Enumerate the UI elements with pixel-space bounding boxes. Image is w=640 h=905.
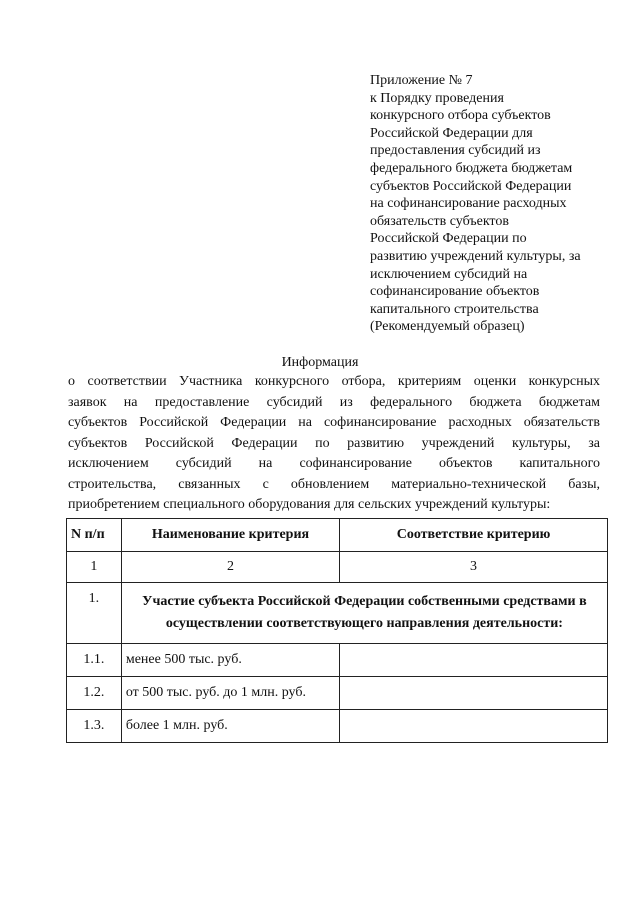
row-value [340,644,608,677]
appendix-line: федерального бюджета бюджетам [370,160,573,176]
appendix-line: субъектов Российской Федерации [370,178,572,194]
column-number: 3 [340,552,608,583]
appendix-line: Российской Федерации для [370,125,533,141]
appendix-line: предоставления субсидий из [370,143,541,159]
appendix-line: софинансирование объектов [370,284,540,300]
appendix-line: Российской Федерации по [370,231,527,247]
column-number: 2 [121,552,339,583]
document-title: Информация [281,355,359,370]
intro-paragraph [68,372,600,516]
appendix-line: (Рекомендуемый образец) [370,319,525,335]
row-number: 1.2. [67,677,122,710]
row-value [340,710,608,743]
row-label: от 500 тыс. руб. до 1 млн. руб. [121,677,339,710]
row-value [340,677,608,710]
appendix-line: Приложение № 7 [370,73,473,88]
appendix-line: конкурсного отбора субъектов [370,108,551,124]
header-number: N п/п [67,519,122,552]
intro-line: строительства, связанных с обновлением материально-технической базы, [68,476,600,492]
appendix-line: к Порядку проведения [370,90,504,106]
section-row [67,583,608,644]
appendix-line: на софинансирование расходных [370,196,567,212]
intro-line: субъектов Российской Федерации по развитию учреждений культуры, за [68,435,600,451]
row-number: 1.3. [67,710,122,743]
section-text: Участие субъекта Российской Федерации собственными средствами в осуществлении соответствующего направления деятельности: [121,583,607,644]
column-number: 1 [67,552,122,583]
intro-line: заявок на предоставление субсидий из федерального бюджета бюджетам [68,394,600,410]
intro-line: исключением субсидий на софинансирование объектов капитального [68,456,600,471]
section-number: 1. [67,583,122,644]
table-row [67,644,608,677]
appendix-line: капитального строительства [370,301,539,317]
row-label: более 1 млн. руб. [121,710,339,743]
appendix-heading [370,72,632,336]
row-label: менее 500 тыс. руб. [121,644,339,677]
row-number: 1.1. [67,644,122,677]
table-row [67,677,608,710]
intro-line: приобретением специального оборудования для сельских учреждений культуры: [68,497,551,512]
header-compliance: Соответствие критерию [340,519,608,552]
appendix-line: обязательств субъектов [370,213,509,229]
header-criterion: Наименование критерия [121,519,339,552]
appendix-line: исключением субсидий на [370,266,528,282]
intro-line: субъектов Российской Федерации на софинансирование расходных обязательств [68,415,600,430]
criteria-table [66,518,608,743]
appendix-line: развитию учреждений культуры, за [370,248,581,264]
table-row [67,710,608,743]
table-header-row [67,519,608,552]
intro-line: о соответствии Участника конкурсного отбора, критериям оценки конкурсных [68,374,600,389]
column-numbers-row [67,552,608,583]
